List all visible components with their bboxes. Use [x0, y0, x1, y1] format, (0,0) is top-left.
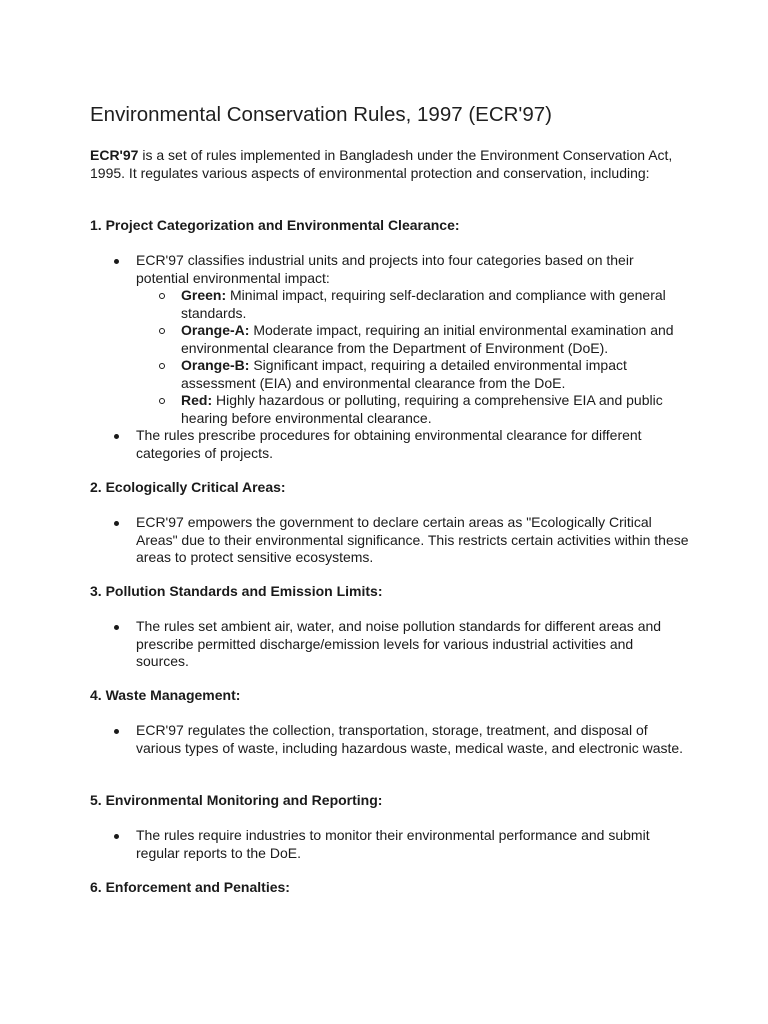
category-item-orange-b	[136, 357, 690, 392]
bullet-item	[90, 252, 690, 427]
bullet-text: The rules require industries to monitor their environmental performance and submit regular reports to the DoE.	[136, 827, 650, 861]
category-list	[136, 287, 690, 427]
bullet-item	[90, 618, 690, 671]
intro-bold-term: ECR'97	[90, 147, 139, 163]
category-label: Green:	[181, 287, 227, 303]
intro-text: is a set of rules implemented in Bangladesh under the Environment Conservation Act, 1995. It regulates various aspects of environmental protection and conservation, including:	[90, 147, 673, 181]
section-4-bullets	[90, 722, 690, 757]
bullet-text: ECR'97 regulates the collection, transportation, storage, treatment, and disposal of various types of waste, including hazardous waste, medical waste, and electronic waste.	[136, 722, 684, 756]
bullet-text: ECR'97 empowers the government to declare certain areas as "Ecologically Critical Areas" due to their environmental significance. This restricts certain activities within these areas to protect sensitive ecosystems.	[136, 514, 689, 565]
section-heading-project-categorization: 1. Project Categorization and Environmental Clearance:	[90, 217, 460, 233]
category-text: Significant impact, requiring a detailed environmental impact assessment (EIA) and environmental clearance from the DoE.	[181, 357, 627, 391]
section-1-bullets	[90, 252, 690, 462]
document-title: Environmental Conservation Rules, 1997 (ECR'97)	[90, 103, 552, 126]
section-heading-monitoring-reporting: 5. Environmental Monitoring and Reporting:	[90, 792, 383, 808]
category-text: Minimal impact, requiring self-declaration and compliance with general standards.	[181, 287, 666, 321]
section-heading-pollution-standards: 3. Pollution Standards and Emission Limits:	[90, 583, 383, 599]
section-3-bullets	[90, 618, 690, 671]
category-text: Highly hazardous or polluting, requiring a comprehensive EIA and public hearing before environmental clearance.	[181, 392, 663, 426]
bullet-item	[90, 827, 690, 862]
section-heading-enforcement-penalties: 6. Enforcement and Penalties:	[90, 879, 290, 895]
bullet-text: ECR'97 classifies industrial units and projects into four categories based on their potential environmental impact:	[136, 252, 634, 286]
section-2-bullets	[90, 514, 690, 567]
bullet-item	[90, 722, 690, 757]
category-label: Red:	[181, 392, 213, 408]
bullet-item	[90, 514, 690, 567]
category-item-orange-a	[136, 322, 690, 357]
bullet-text: The rules prescribe procedures for obtaining environmental clearance for different categories of projects.	[136, 427, 642, 461]
category-label: Orange-A:	[181, 322, 250, 338]
section-heading-waste-management: 4. Waste Management:	[90, 687, 241, 703]
intro-paragraph	[90, 147, 680, 182]
section-5-bullets	[90, 827, 690, 862]
category-text: Moderate impact, requiring an initial environmental examination and environmental clearance from the Department of Environment (DoE).	[181, 322, 674, 356]
category-item-green	[136, 287, 690, 322]
category-label: Orange-B:	[181, 357, 250, 373]
bullet-text: The rules set ambient air, water, and noise pollution standards for different areas and prescribe permitted discharge/emission levels for various industrial activities and sources.	[136, 618, 662, 669]
bullet-item	[90, 427, 690, 462]
category-item-red	[136, 392, 690, 427]
section-heading-ecologically-critical-areas: 2. Ecologically Critical Areas:	[90, 479, 286, 495]
